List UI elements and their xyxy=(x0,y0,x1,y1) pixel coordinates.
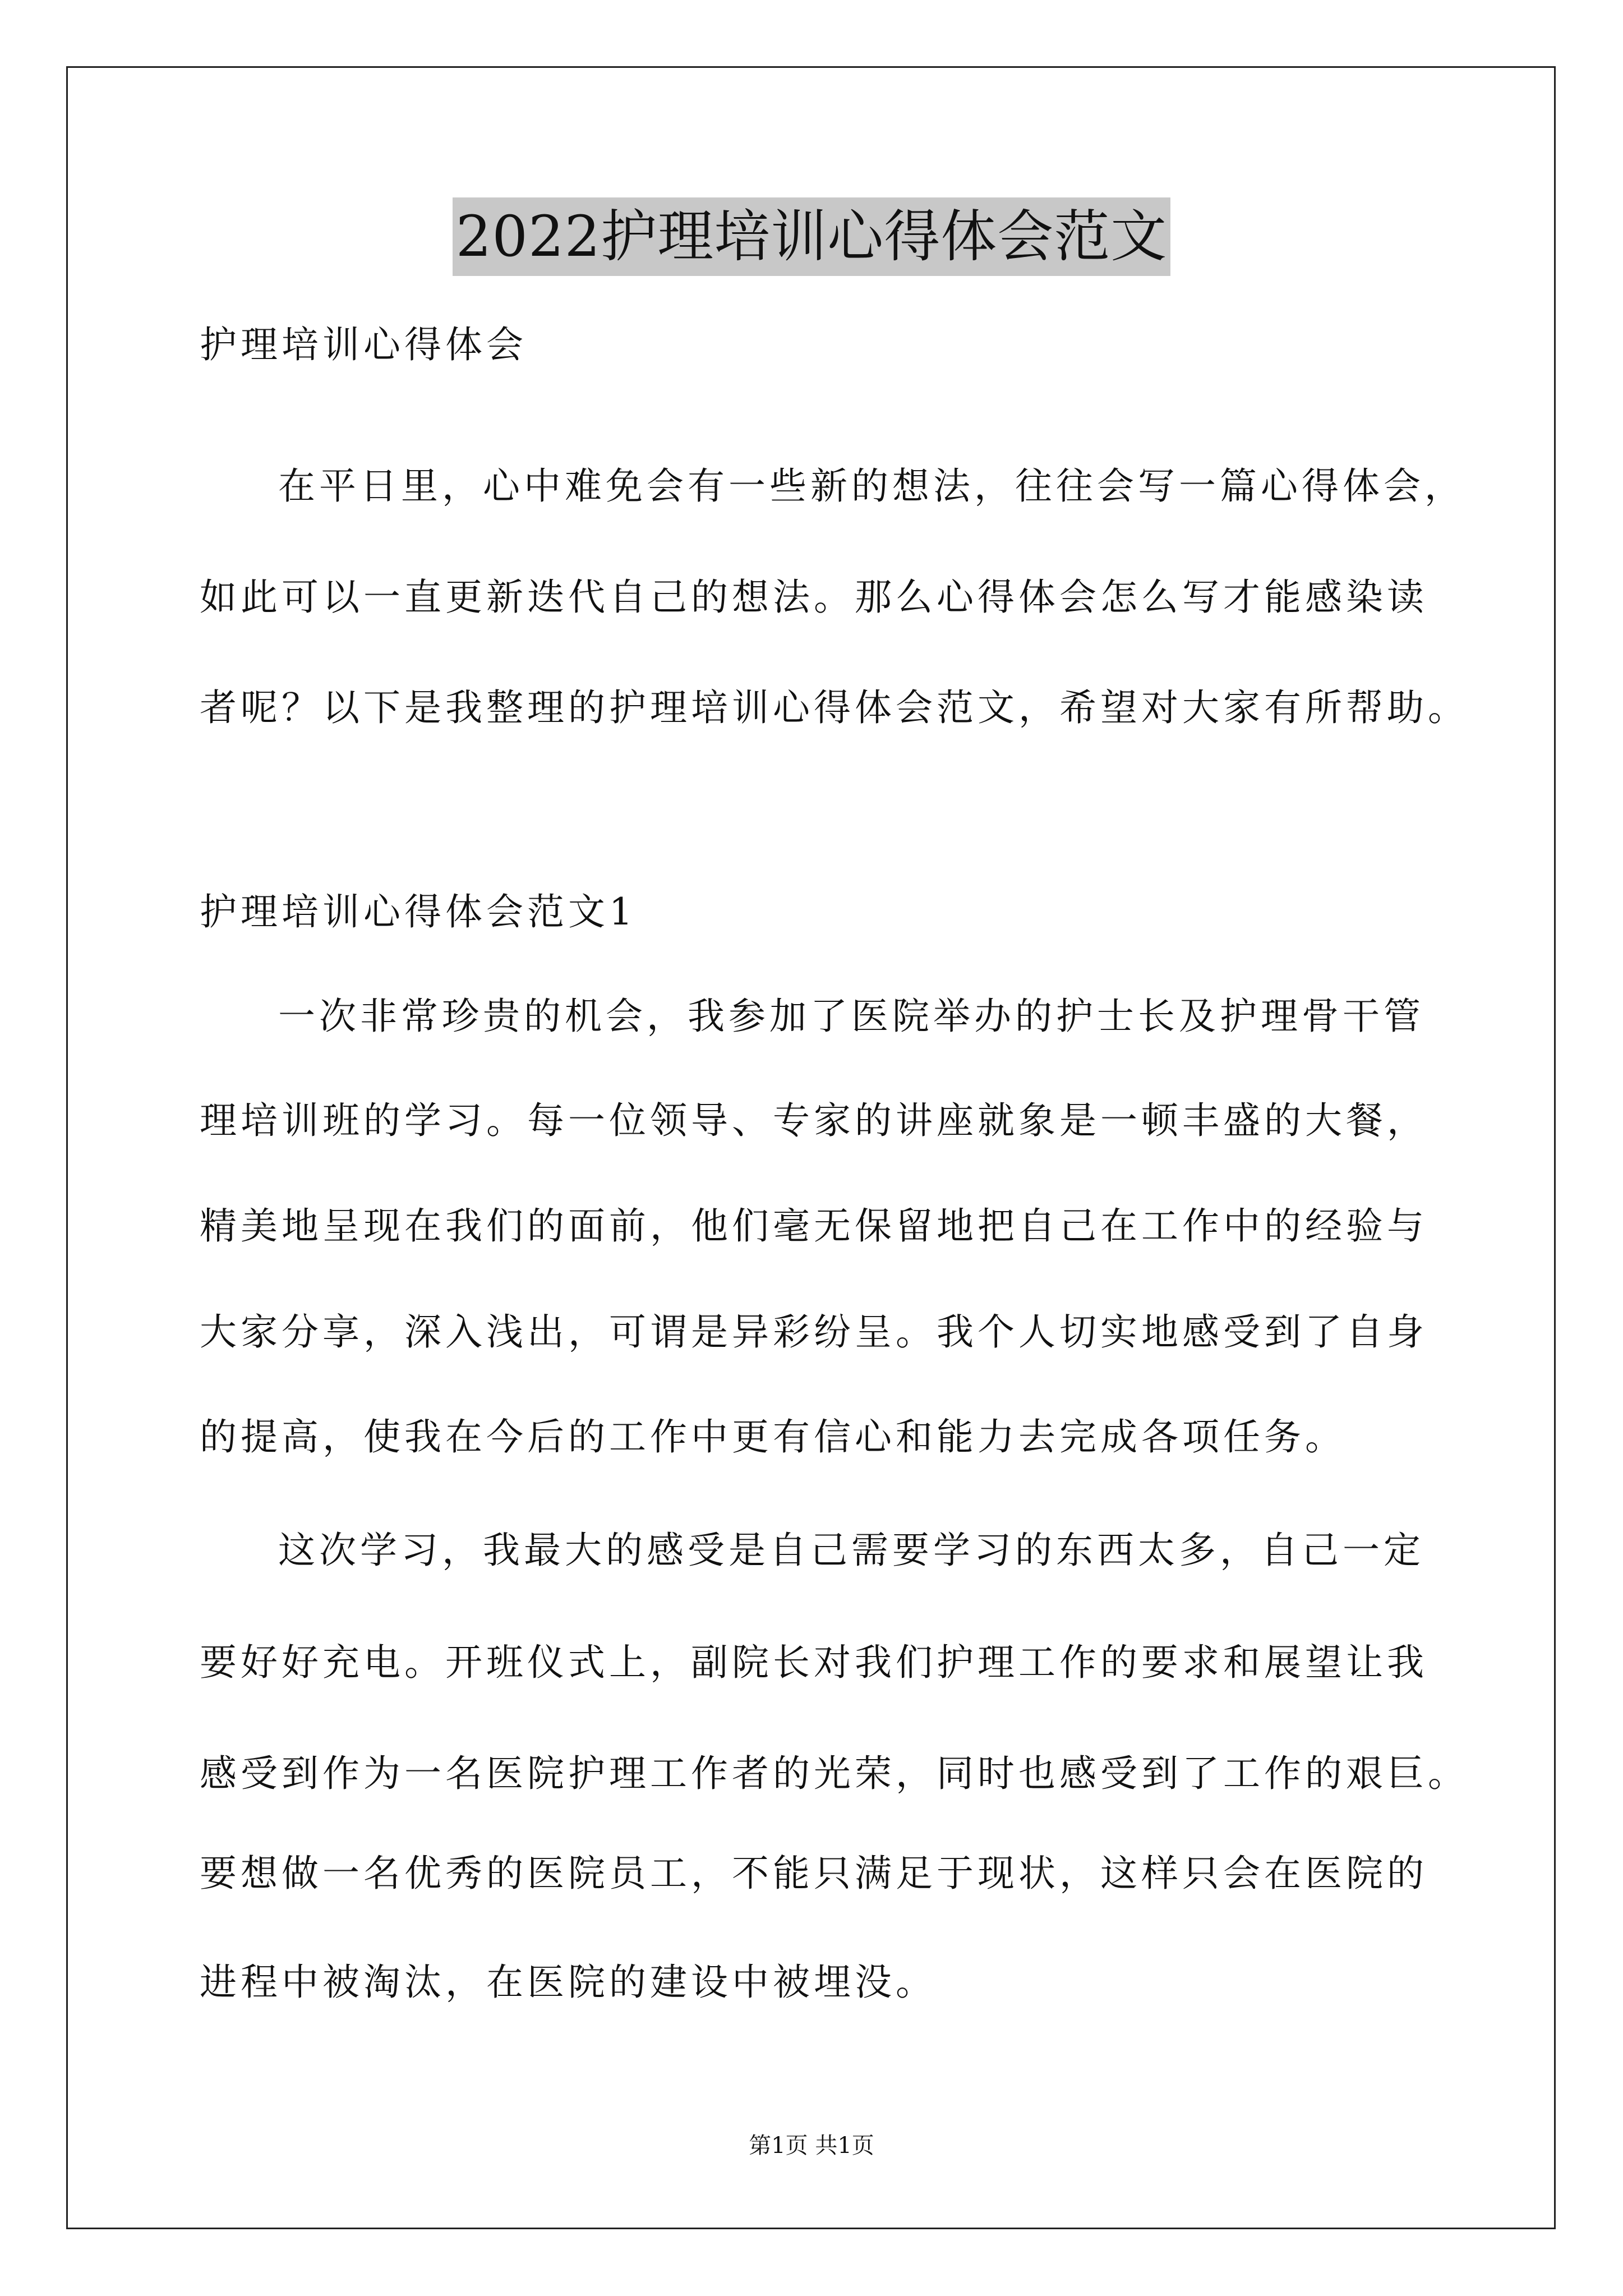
paragraph-line: 这次学习，我最大的感受是自己需要学习的东西太多，自己一定 xyxy=(278,1529,1424,1572)
title-container xyxy=(0,197,1623,276)
section-heading: 护理培训心得体会范文1 xyxy=(200,890,637,933)
paragraph-line: 大家分享，深入浅出，可谓是异彩纷呈。我个人切实地感受到了自身 xyxy=(200,1310,1428,1354)
paragraph-line: 在平日里，心中难免会有一些新的想法，往往会写一篇心得体会， xyxy=(278,464,1465,508)
page-number: 第1页 共1页 xyxy=(749,2133,874,2159)
paragraph-line: 进程中被淘汰，在医院的建设中被埋没。 xyxy=(200,1961,937,2004)
paragraph-line: 者呢？以下是我整理的护理培训心得体会范文，希望对大家有所帮助。 xyxy=(200,686,1469,729)
paragraph-line: 要好好充电。开班仪式上，副院长对我们护理工作的要求和展望让我 xyxy=(200,1641,1428,1684)
paragraph-line: 感受到作为一名医院护理工作者的光荣，同时也感受到了工作的艰巨。 xyxy=(200,1752,1469,1795)
paragraph-line: 的提高，使我在今后的工作中更有信心和能力去完成各项任务。 xyxy=(200,1415,1346,1458)
document-title: 2022护理培训心得体会范文 xyxy=(453,197,1171,276)
paragraph-line: 一次非常珍贵的机会，我参加了医院举办的护士长及护理骨干管 xyxy=(278,995,1424,1038)
paragraph-line: 精美地呈现在我们的面前，他们毫无保留地把自己在工作中的经验与 xyxy=(200,1204,1428,1248)
paragraph-line: 理培训班的学习。每一位领导、专家的讲座就象是一顿丰盛的大餐， xyxy=(200,1099,1428,1142)
paragraph-line: 要想做一名优秀的医院员工，不能只满足于现状，这样只会在医院的 xyxy=(200,1852,1428,1895)
section-heading: 护理培训心得体会 xyxy=(200,323,527,366)
paragraph-line: 如此可以一直更新迭代自己的想法。那么心得体会怎么写才能感染读 xyxy=(200,576,1428,619)
